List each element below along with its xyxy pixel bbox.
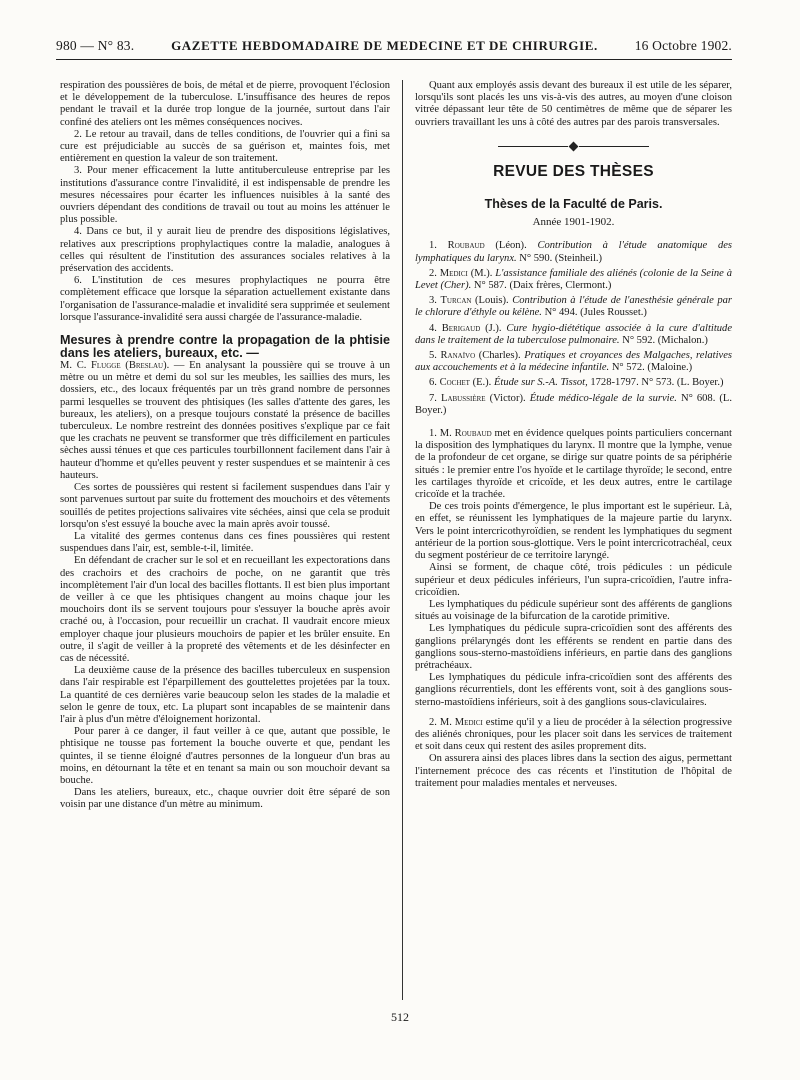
ornament-line xyxy=(498,146,568,147)
paragraph: De ces trois points d'émergence, le plus important est le supérieur. Là, en effet, se réunissent les lymphatiques de la majeure partie du larynx. Vers le point intercricothyroïdien, se rendent les lymphatiques du segment antérieur de la portion sous-glottique. Vers le point intercricotrachéal, ceux du segment postérieur de ce territoire laryngé. xyxy=(415,501,732,562)
paragraph: Ainsi se forment, de chaque côté, trois pédicules : un pédicule supérieur et deux pédicules inférieurs, l'un supra-cricoïdien, l'autre infra-cricoïdien. xyxy=(415,562,732,598)
section-first-text: En analysant la poussière qui se trouve à un mètre ou un mètre et demi du sol sur les meubles, les saillies des murs, les dossiers, etc., des locaux fréquentés par un très grand nombre de personnes parmi lesquelles se trouvent des phtisiques (les salles d'attente des gares, les bureaux, les ateliers), on a presque toujours constaté la présence de bacilles tuberculeux. Le nombre restreint des données positives s'explique par ce fait que les crachats ne peuvent se transformer que très difficilement en particules sèches aussi ténues et que ces particules tourbillonnent facilement dans l'air à hauteur d'homme et qu'elles peuvent y rester suspendues et se maintenir à ces hauteurs. xyxy=(60,360,390,481)
paragraph: 4. Dans ce but, il y aurait lieu de prendre des dispositions législatives, relatives aux prescriptions prophylactiques contre la maladie, analogues à celles qui résultent de l'institution des assurances sociales relatives à la préservation des accidents. xyxy=(60,226,390,275)
column-divider xyxy=(402,80,403,1000)
paragraph: 6. L'institution de ces mesures prophylactiques ne pourra être complètement efficace que lorsque la séparation actuellement existante dans l'organisation de l'assurance-maladie et invalidité sera supprimée et seulement lorsque l'assurance-invalidité sera aussi chargée de l'assurance-maladie. xyxy=(60,275,390,323)
thesis-entry: 2. Medici (M.). L'assistance familiale des aliénés (colonie de la Seine à Levet (Cher). N° 587. (Daix frères, Clermont.) xyxy=(415,267,732,292)
paragraph: La vitalité des germes contenus dans ces fines poussières qui restent suspendues dans l'air, est, semble-t-il, limitée. xyxy=(60,530,390,555)
paragraph: Les lymphatiques du pédicule supra-cricoïdien sont des afférents des ganglions prélaryngés dont les efférents se rendent en partie dans des ganglions sous-sterno-mastoïdiens inférieurs, en partie dans des ganglions prétrachéaux. xyxy=(415,623,732,671)
section-heading: Mesures à prendre contre la propagation de la phtisie dans les ateliers, bureaux, etc. — xyxy=(60,333,390,361)
paragraph: Les lymphatiques du pédicule supérieur sont des afférents de ganglions situés au voisinage de la bifurcation de la carotide primitive. xyxy=(415,598,732,623)
thesis-entry: 7. Labussière (Victor). Étude médico-légale de la survie. N° 608. (L. Boyer.) xyxy=(415,392,732,416)
ornament-line xyxy=(579,146,649,147)
thesis-entry: 1. Roubaud (Léon). Contribution à l'étude anatomique des lymphatiques du larynx. N° 590. (Steinheil.) xyxy=(415,240,732,264)
year-subheading: Année 1901-1902. xyxy=(532,216,615,229)
page-reference: 980 — N° 83. xyxy=(56,38,135,53)
paragraph: On assurera ainsi des places libres dans la section des aigus, permettant l'internement précoce des cas récents et l'institution de l'hôpital de traitement pour maladies mentales et nerveuses. xyxy=(415,753,732,789)
thesis-entry: 5. Ranaïvo (Charles). Pratiques et croyances des Malgaches, relatives aux accouchements et à la médecine infantile. N° 572. (Maloine.) xyxy=(415,350,732,374)
thesis-entry: 4. Berigaud (J.). Cure hygio-diététique associée à la cure d'altitude dans le traitement de la tuberculose pulmonaire. N° 592. (Michalon.) xyxy=(415,322,732,346)
diamond-icon xyxy=(569,141,579,151)
analysis-paragraph: 1. M. Roubaud met en évidence quelques points particuliers concernant la disposition des lymphatiques du larynx. Il montre que la lymphe, venue de la profondeur de cet organe, se dirige sur quatre points de sa périphérie situés : le premier entre l'os hyoïde et le cartilage thyroïde; le second, entre les cartilages thyroïde et cricoïde, et les deux autres, entre le cartilage cricoïde et la trachée. xyxy=(415,428,732,501)
page-header xyxy=(56,38,732,60)
page-number: 512 xyxy=(391,1010,409,1024)
faculte-heading: Thèses de la Faculté de Paris. xyxy=(484,197,663,212)
paragraph: Ces sortes de poussières qui restent si facilement suspendues dans l'air y sont parvenues surtout par suite du frottement des mouchoirs et des vêtements souillés de petites projections salivaires vite séchées, ainsi que cela se produit lorsqu'on s'est essuyé la bouche avec la main après avoir toussé. xyxy=(60,482,390,530)
paragraph: respiration des poussières de bois, de métal et de pierre, provoquent l'éclosion et le développement de la tuberculose. L'insuffisance des heures de repos pendant le travail et la durée trop longue de la journée, surtout dans l'air confiné des ateliers ont les mêmes conséquences nocives. xyxy=(60,80,390,128)
paragraph: La deuxième cause de la présence des bacilles tuberculeux en suspension dans l'air respirable est l'éparpillement des gouttelettes projetées par la toux. La quantité de ces dernières varie beaucoup selon les stades de la maladie et selon le genre de toux, etc. La plupart sont incapables de se maintenir dans l'air à plus d'un mètre d'éloignement horizontal. xyxy=(60,665,390,725)
paragraph: 3. Pour mener efficacement la lutte antituberculeuse entreprise par les institutions d'assurance contre l'invalidité, il est indispensable de prendre les mesures nécessaires pour écarter les influences nuisibles à la santé des ouvriers dépendant des conditions de travail ou tout au moins les atténuer le plus possible. xyxy=(60,165,390,226)
paragraph: Pour parer à ce danger, il faut veiller à ce que, autant que possible, le phtisique ne tousse pas fortement la bouche ouverte et que, pendant les quintes, il se tienne éloigné d'autres personnes de la longueur d'un bras au moins, en détournant la tête et en tenant sa main ou son mouchoir devant sa bouche. xyxy=(60,726,390,786)
section-first-paragraph xyxy=(60,360,390,482)
paragraph: Dans les ateliers, bureaux, etc., chaque ouvrier doit être séparé de son voisin par une distance d'un mètre au minimum. xyxy=(60,787,390,811)
right-column xyxy=(415,80,732,1010)
analysis-paragraph: 2. M. Medici estime qu'il y a lieu de procéder à la sélection progressive des aliénés chroniques, pour les placer soit dans les services de traitement et soit dans ceux qui restent des asiles proprement dits. xyxy=(415,716,732,753)
revue-heading: REVUE DES THÈSES xyxy=(493,162,654,180)
journal-title: GAZETTE HEBDOMADAIRE DE MEDECINE ET DE CHIRURGIE. xyxy=(171,38,598,53)
issue-date: 16 Octobre 1902. xyxy=(634,38,732,53)
thesis-entry: 3. Turcan (Louis). Contribution à l'étude de l'anesthésie générale par le chlorure d'éthyle ou kélène. N° 494. (Jules Rousset.) xyxy=(415,295,732,319)
paragraph: Les lymphatiques du pédicule infra-cricoïdien sont des afférents des ganglions récurrentiels, dont les efférents vont, soit à des ganglions sous-sterno-mastoïdiens inférieurs, soit à des ganglions sous-claviculaires. xyxy=(415,672,732,708)
left-column xyxy=(60,80,390,1010)
thesis-entry: 6. Cochet (E.). Étude sur S.-A. Tissot, 1728-1797. N° 573. (L. Boyer.) xyxy=(429,377,724,389)
section-author: M. C. Flugge (Breslau). — xyxy=(60,360,185,372)
theses-list xyxy=(415,240,732,417)
paragraph: Quant aux employés assis devant des bureaux il est utile de les séparer, lorsqu'ils sont placés les uns vis-à-vis des autres, au moyen d'une cloison vitrée dépassant leur tête de 50 centimètres de même que de séparer les ouvriers travaillant les uns à côté des autres par des parois transversales. xyxy=(415,80,732,128)
paragraph: 2. Le retour au travail, dans de telles conditions, de l'ouvrier qui a fini sa cure est préjudiciable au succès de sa guérison et, maintes fois, met entièrement en question la valeur de son traitement. xyxy=(60,128,390,165)
paragraph: En défendant de cracher sur le sol et en recueillant les expectorations dans des crachoirs et des crachoirs de poche, on ne garantit que très incomplètement l'air d'un local des bacilles flottants. Il est bien plus important de veiller à ce que les phtisiques changent au moins chaque jour les mouchoirs dont ils se servent toujours pour s'essuyer la bouche après avoir craché ou, à l'occasion, pour recueillir un crachat. Il vaudrait encore mieux employer chaque jour plusieurs mouchoirs de papier et les brûler ensuite. En outre, il s'agit de veiller à la propreté des vêtements et de les désinfecter en cas de nécessité. xyxy=(60,555,390,664)
section-ornament xyxy=(415,143,732,150)
